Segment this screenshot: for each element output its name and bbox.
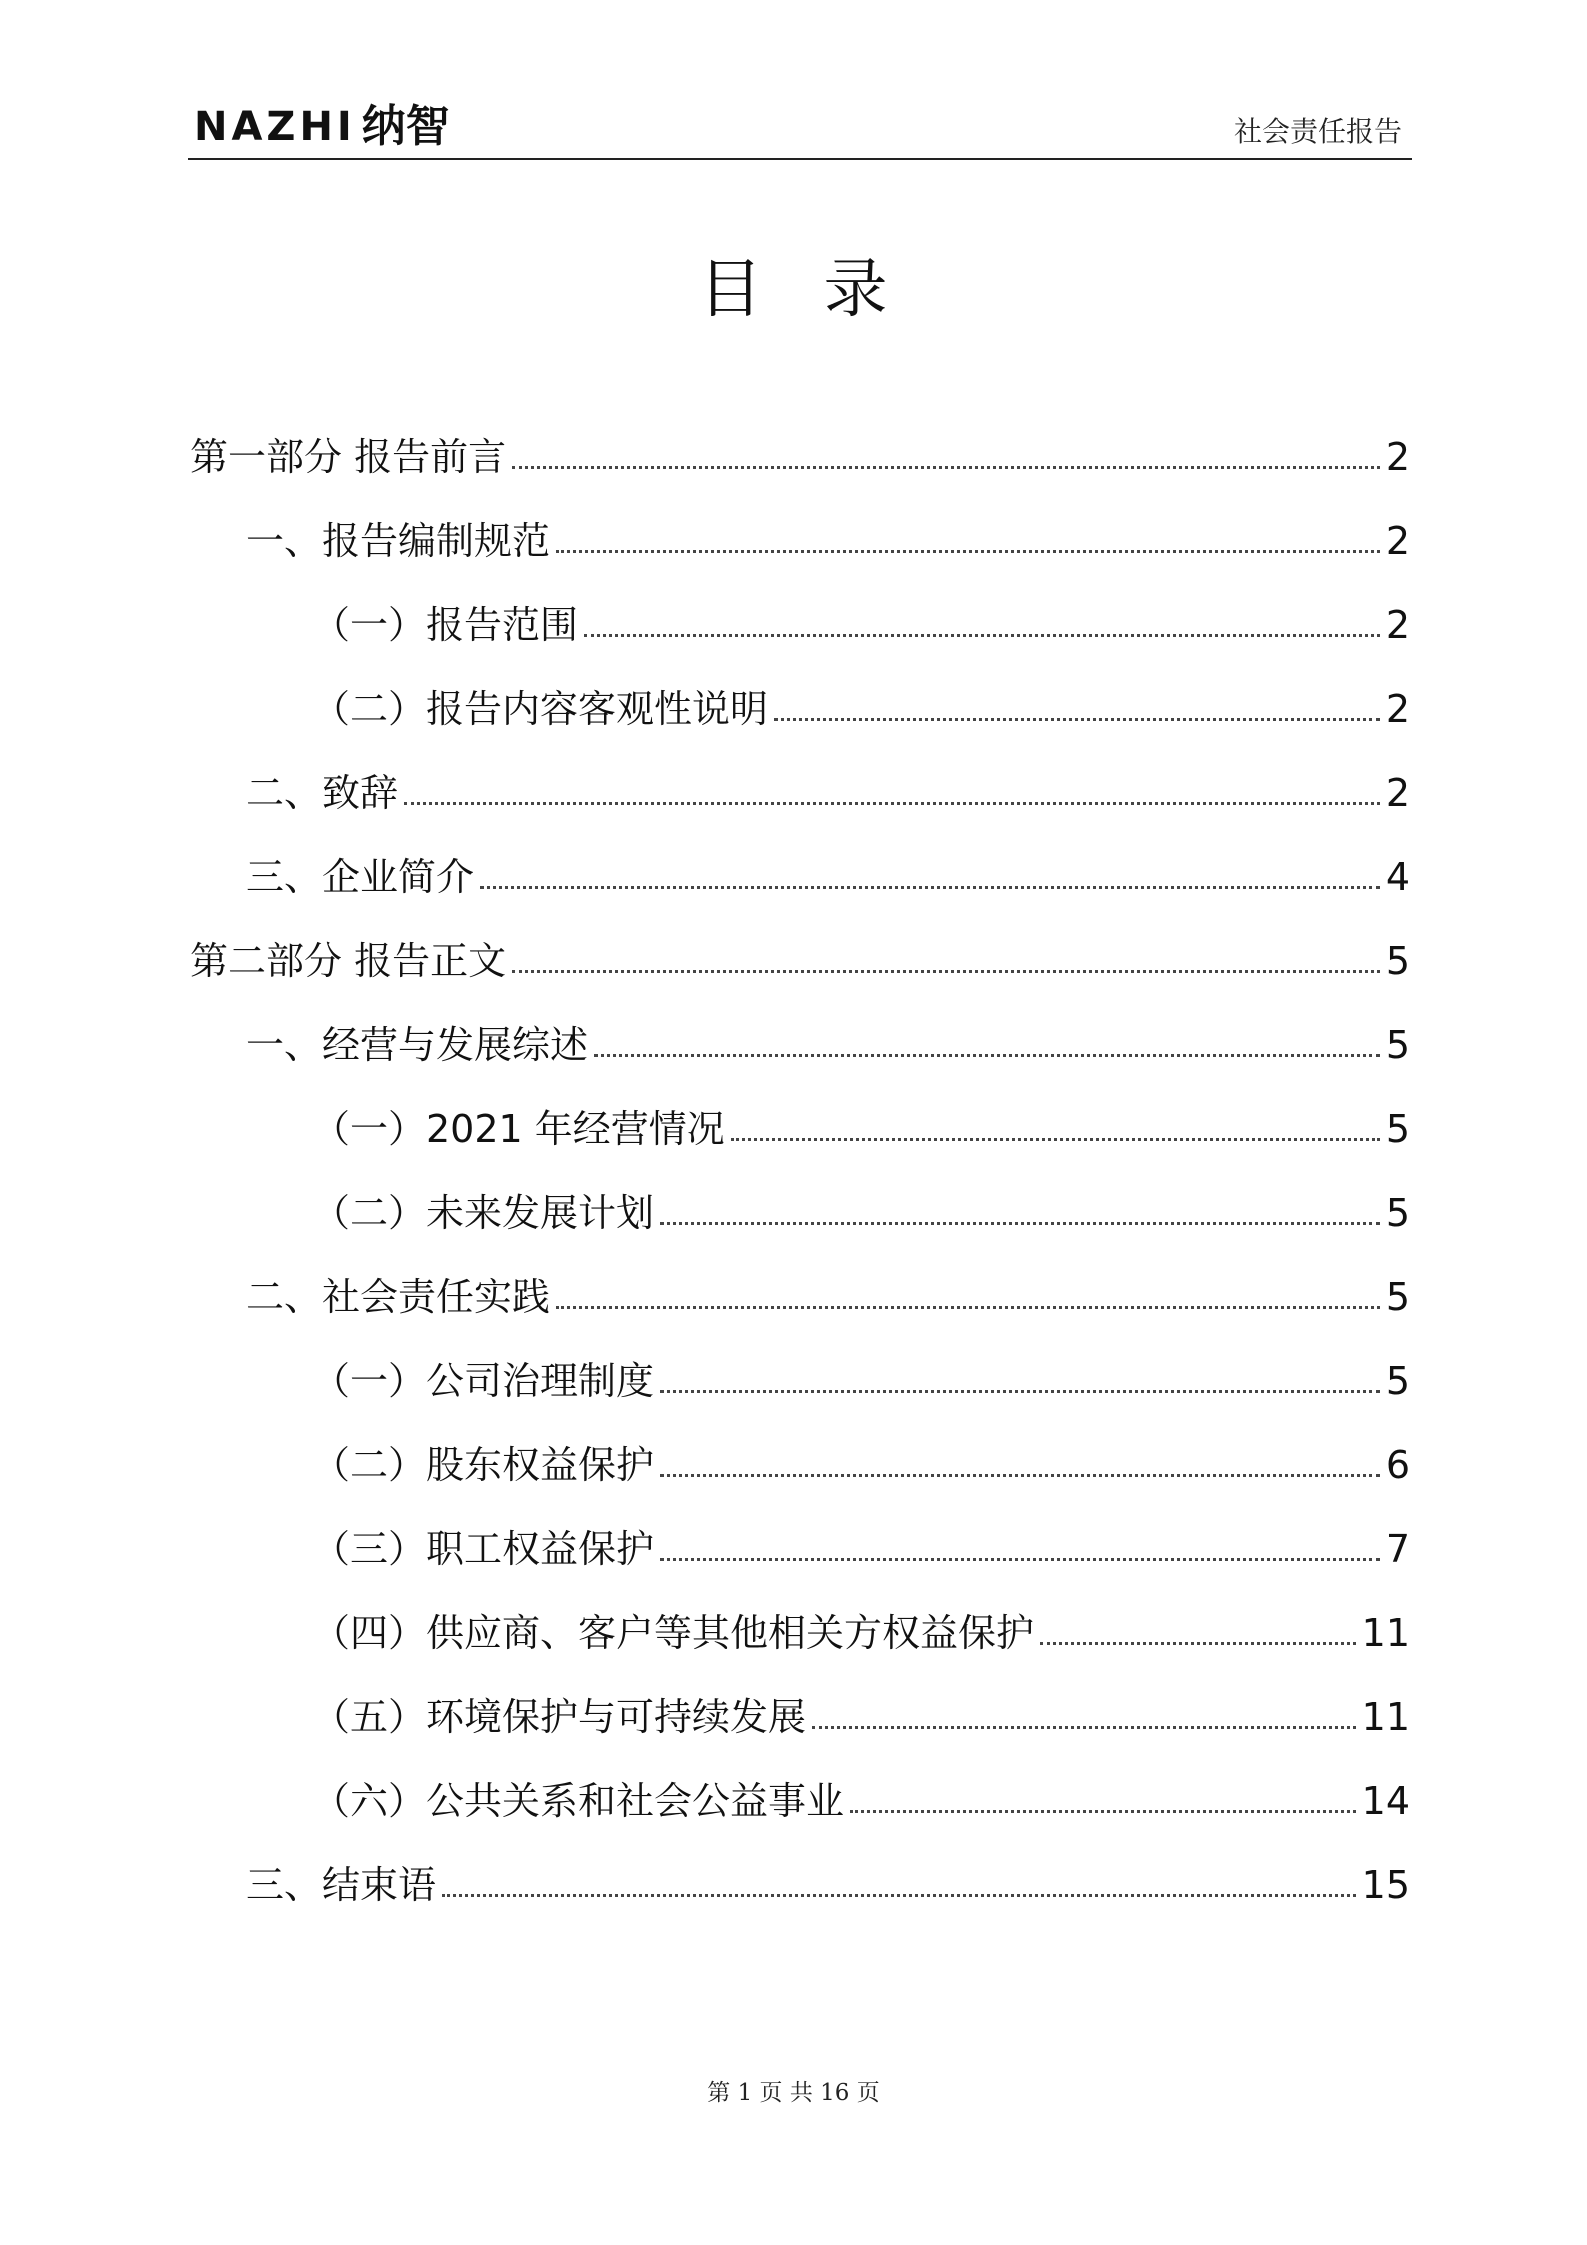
dot-leader: [584, 634, 1380, 637]
page-header: [188, 98, 1412, 160]
toc-entry-text: （一）公司治理制度: [312, 1359, 655, 1403]
toc-entry-page: 5: [1385, 1275, 1410, 1319]
dot-leader: [594, 1054, 1380, 1057]
toc-entry-page: 2: [1385, 771, 1410, 815]
toc-entry-page: 2: [1385, 687, 1410, 731]
toc-entry-page: 11: [1361, 1695, 1410, 1739]
dot-leader: [774, 718, 1380, 721]
toc-entry[interactable]: [190, 1003, 1410, 1087]
toc-entry[interactable]: [190, 1087, 1410, 1171]
dot-leader: [404, 802, 1380, 805]
toc-title-char: 录: [823, 253, 889, 327]
dot-leader: [660, 1390, 1380, 1393]
toc-entry[interactable]: [190, 835, 1410, 919]
toc-entry-page: 5: [1385, 1023, 1410, 1067]
toc-title-char: 目: [698, 253, 764, 327]
toc-entry-text: （一）报告范围: [312, 603, 579, 647]
toc-entry-text: 二、社会责任实践: [246, 1275, 551, 1319]
toc-entry-page: 2: [1385, 519, 1410, 563]
toc-entry-text: （一）2021 年经营情况: [312, 1107, 725, 1151]
toc-entry-text: （六）公共关系和社会公益事业: [312, 1779, 845, 1823]
toc-entry-page: 11: [1361, 1611, 1410, 1655]
toc-entry-page: 5: [1385, 1191, 1410, 1235]
toc-entry-page: 14: [1361, 1779, 1410, 1823]
dot-leader: [660, 1222, 1380, 1225]
toc-title: [0, 250, 1587, 330]
dot-leader: [442, 1894, 1356, 1897]
logo-latin-text: NAZHI: [194, 104, 356, 150]
toc-entry[interactable]: [190, 667, 1410, 751]
dot-leader: [556, 550, 1380, 553]
toc-entry-text: 第二部分 报告正文: [190, 939, 507, 983]
dot-leader: [556, 1306, 1380, 1309]
toc-entry-page: 7: [1385, 1527, 1410, 1571]
toc-entry-text: 三、企业简介: [246, 855, 475, 899]
toc-entry-text: 一、报告编制规范: [246, 519, 551, 563]
page-footer: [0, 2078, 1587, 2108]
dot-leader: [812, 1726, 1356, 1729]
toc-entry-text: （五）环境保护与可持续发展: [312, 1695, 807, 1739]
dot-leader: [850, 1810, 1356, 1813]
toc-entry[interactable]: [190, 1255, 1410, 1339]
toc-entry[interactable]: [190, 1843, 1410, 1927]
toc-entry[interactable]: [190, 1171, 1410, 1255]
dot-leader: [512, 466, 1380, 469]
toc-entry[interactable]: [190, 919, 1410, 1003]
toc-entry[interactable]: [190, 1591, 1410, 1675]
dot-leader: [480, 886, 1380, 889]
toc-entry-text: 二、致辞: [246, 771, 399, 815]
toc-entry[interactable]: [190, 1675, 1410, 1759]
dot-leader: [512, 970, 1380, 973]
toc-entry[interactable]: [190, 583, 1410, 667]
toc-entry-page: 15: [1361, 1863, 1410, 1907]
toc-entry[interactable]: [190, 415, 1410, 499]
toc-entry-text: 三、结束语: [246, 1863, 437, 1907]
toc-entry-text: （二）报告内容客观性说明: [312, 687, 769, 731]
toc-entry[interactable]: [190, 751, 1410, 835]
toc-entry[interactable]: [190, 1339, 1410, 1423]
toc-entry-page: 2: [1385, 435, 1410, 479]
toc-entry-page: 5: [1385, 1359, 1410, 1403]
toc-entry-text: 一、经营与发展综述: [246, 1023, 589, 1067]
toc-entry-page: 6: [1385, 1443, 1410, 1487]
page-indicator: 第 1 页 共 16 页: [707, 2080, 880, 2106]
dot-leader: [660, 1474, 1380, 1477]
toc-entry-page: 4: [1385, 855, 1410, 899]
toc-entry-page: 5: [1385, 939, 1410, 983]
toc-entry-page: 5: [1385, 1107, 1410, 1151]
dot-leader: [660, 1558, 1380, 1561]
report-title: 社会责任报告: [1233, 115, 1402, 148]
toc-entry-text: （二）未来发展计划: [312, 1191, 655, 1235]
toc-entry-text: （二）股东权益保护: [312, 1443, 655, 1487]
toc-entry-page: 2: [1385, 603, 1410, 647]
toc-entry-text: （三）职工权益保护: [312, 1527, 655, 1571]
toc-entry[interactable]: [190, 1423, 1410, 1507]
company-logo: [194, 101, 450, 152]
toc-entry-text: 第一部分 报告前言: [190, 435, 507, 479]
toc-entry[interactable]: [190, 1507, 1410, 1591]
toc-entry[interactable]: [190, 1759, 1410, 1843]
dot-leader: [1040, 1642, 1356, 1645]
toc-list: [190, 415, 1410, 1927]
dot-leader: [731, 1138, 1380, 1141]
toc-entry-text: （四）供应商、客户等其他相关方权益保护: [312, 1611, 1035, 1655]
toc-entry[interactable]: [190, 499, 1410, 583]
logo-chinese-text: 纳智: [361, 101, 450, 152]
